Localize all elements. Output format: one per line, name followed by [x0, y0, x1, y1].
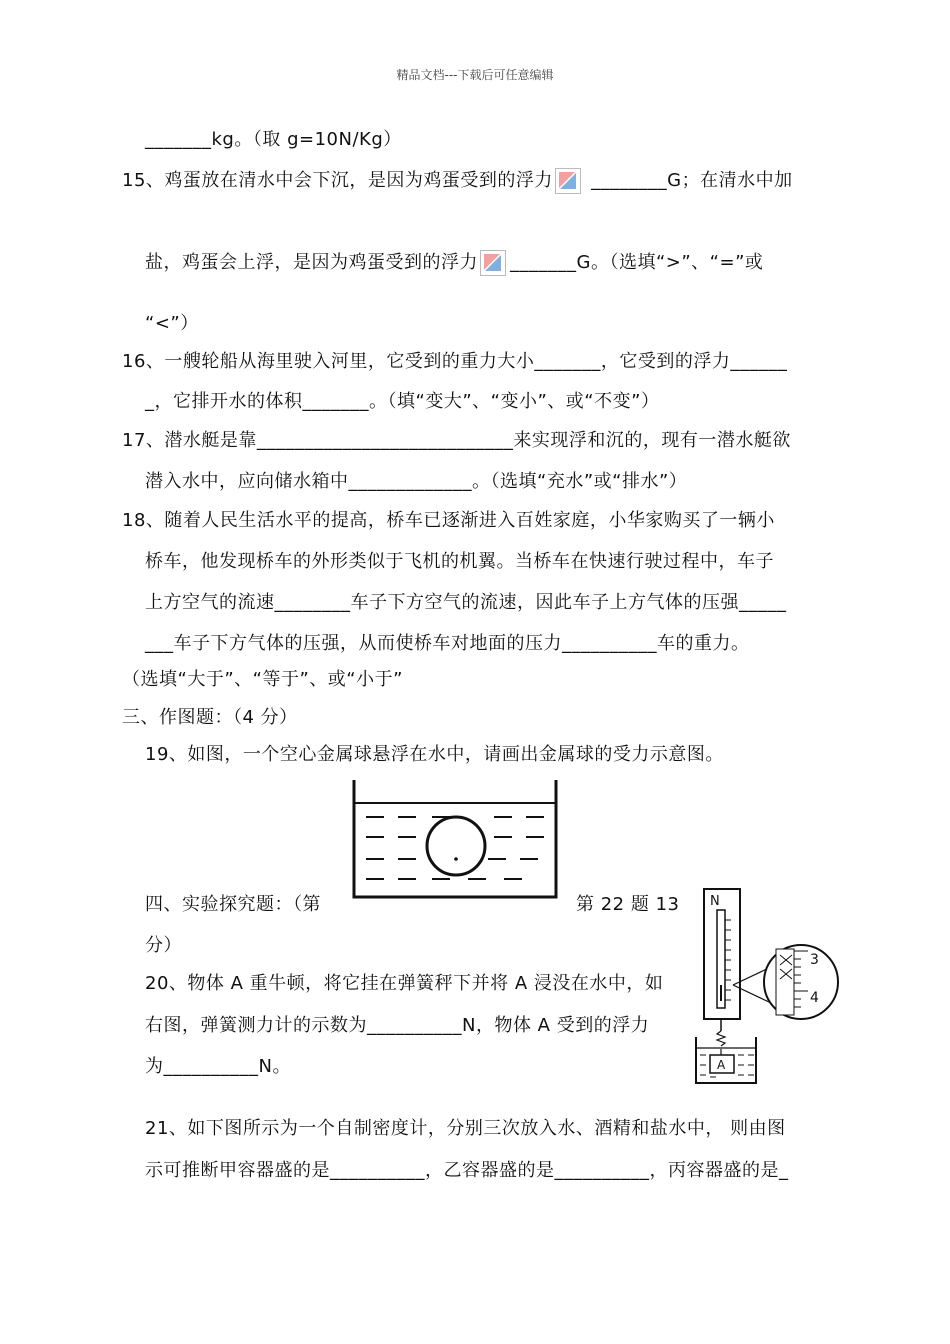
broken-image-icon: [555, 168, 581, 194]
q18-line-3: 上方空气的流速________车子下方空气的流速，因此车子上方气体的压强_____: [145, 592, 787, 613]
q16-line-1: 16、一艘轮船从海里驶入河里，它受到的重力大小_______，它受到的浮力______: [122, 351, 788, 372]
scale-top-label: N: [710, 894, 720, 909]
q15-text-c: 盐，鸡蛋会上浮，是因为鸡蛋受到的浮力: [145, 252, 478, 273]
q15-line-1: [122, 168, 793, 194]
section-four-heading-b: 第 22 题 13: [576, 894, 680, 915]
q20-line-3: 为__________N。: [145, 1056, 291, 1077]
q15-text-d: _______G。（选填“>”、“=”或: [510, 252, 764, 273]
q15-line-3: “<”）: [145, 313, 199, 334]
q16-line-2: _，它排开水的体积_______。（填“变大”、“变小”、或“不变”）: [145, 391, 660, 412]
q21-line-2: 示可推断甲容器盛的是__________，乙容器盛的是__________，丙容器盛的是_: [145, 1160, 789, 1181]
water-tank-figure: [340, 775, 570, 905]
q17-line-2: 潜入水中，应向储水箱中_____________。（选填“充水”或“排水”）: [145, 471, 688, 492]
spring-scale-figure: [688, 885, 848, 1090]
broken-image-icon: [480, 250, 506, 276]
page-header: 精品文档---下载后可任意编辑: [396, 68, 554, 82]
q15-line-2: [145, 250, 763, 276]
q14-continuation: _______kg。（取 g=10N/Kg）: [145, 129, 402, 150]
q21-line-1: 21、如下图所示为一个自制密度计，分别三次放入水、酒精和盐水中， 则由图: [145, 1118, 786, 1139]
q18-line-5: （选填“大于”、“等于”、或“小于”: [122, 669, 403, 690]
q17-line-1: 17、潜水艇是靠___________________________来实现浮和沉的，现有一潜水艇欲: [122, 430, 791, 451]
section-four-heading-c: 分）: [145, 935, 182, 956]
q18-line-2: 桥车，他发现桥车的外形类似于飞机的机翼。当桥车在快速行驶过程中，车子: [145, 551, 774, 572]
block-a-label: A: [717, 1058, 726, 1072]
q19-text: 19、如图，一个空心金属球悬浮在水中，请画出金属球的受力示意图。: [145, 744, 724, 765]
scale-tick-4: 4: [810, 990, 819, 1006]
section-four-heading-a: 四、实验探究题：（第: [145, 894, 321, 915]
q15-text-a: 15、鸡蛋放在清水中会下沉，是因为鸡蛋受到的浮力: [122, 170, 553, 191]
section-three-heading: 三、作图题：（4 分）: [122, 707, 298, 728]
scale-tick-3: 3: [810, 952, 819, 968]
q18-line-1: 18、随着人民生活水平的提高，桥车已逐渐进入百姓家庭，小华家购买了一辆小: [122, 510, 775, 531]
q20-line-1: 20、物体 A 重牛顿，将它挂在弹簧秤下并将 A 浸没在水中，如: [145, 973, 664, 994]
q20-line-2: 右图，弹簧测力计的示数为__________N，物体 A 受到的浮力: [145, 1015, 650, 1036]
q18-line-4: ___车子下方气体的压强，从而使桥车对地面的压力__________车的重力。: [145, 633, 750, 654]
q15-text-b: ________G；在清水中加: [584, 170, 793, 191]
